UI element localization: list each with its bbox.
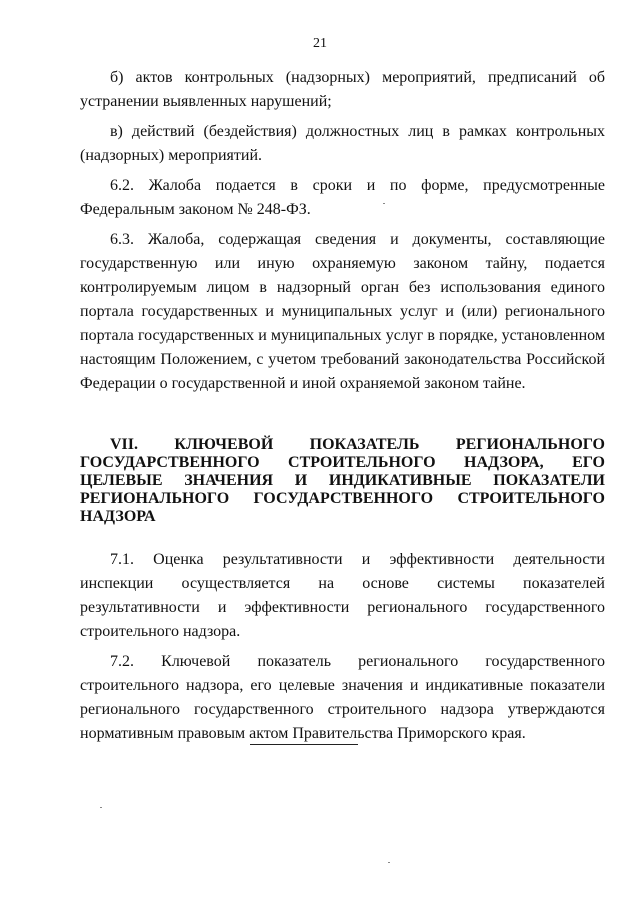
paragraph-7-2: 7.2. Ключевой показатель регионального государственного строительного надзора, его целевые значения и индикативные показатели регионального государственного строительного надзора утверждаются нормативным правовым актом Правительства Приморского края. <box>80 653 605 742</box>
section-7-heading: VII. КЛЮЧЕВОЙ ПОКАЗАТЕЛЬ РЕГИОНАЛЬНОГО ГОСУДАРСТВЕННОГО СТРОИТЕЛЬНОГО НАДЗОРА, ЕГО ЦЕЛЕВЫЕ ЗНАЧЕНИЯ И ИНДИКАТИВНЫЕ ПОКАЗАТЕЛИ РЕГИОНАЛЬНОГО ГОСУДАРСТВЕННОГО СТРОИТЕЛЬНОГО НАДЗОРА <box>80 436 605 525</box>
paragraph-6-1-v: в) действий (бездействия) должностных лиц в рамках контрольных (надзорных) мероприятий. <box>80 123 605 164</box>
end-of-document-rule <box>250 744 358 745</box>
scan-speck <box>388 862 390 863</box>
scan-speck <box>383 203 385 204</box>
paragraph-6-2: 6.2. Жалоба подается в сроки и по форме, предусмотренные Федеральным законом № 248-ФЗ. <box>80 177 605 218</box>
scan-speck <box>100 807 102 808</box>
document-body <box>80 66 605 752</box>
page-number: 21 <box>313 36 327 51</box>
paragraph-7-1: 7.1. Оценка результативности и эффективности деятельности инспекции осуществляется на основе системы показателей результативности и эффективности регионального государственного строительного надзора. <box>80 551 605 640</box>
paragraph-6-3: 6.3. Жалоба, содержащая сведения и документы, составляющие государственную или иную охраняемую законом тайну, подается контролируемым лицом в надзорный орган без использования единого портала государственных и муниципальных услуг и (или) регионального портала государственных и муниципальных услуг в порядке, установленном настоящим Положением, с учетом требований законодательства Российской Федерации о государственной и иной охраняемой законом тайне. <box>80 231 605 392</box>
paragraph-6-1-b: б) актов контрольных (надзорных) мероприятий, предписаний об устранении выявленных нарушений; <box>80 69 605 110</box>
